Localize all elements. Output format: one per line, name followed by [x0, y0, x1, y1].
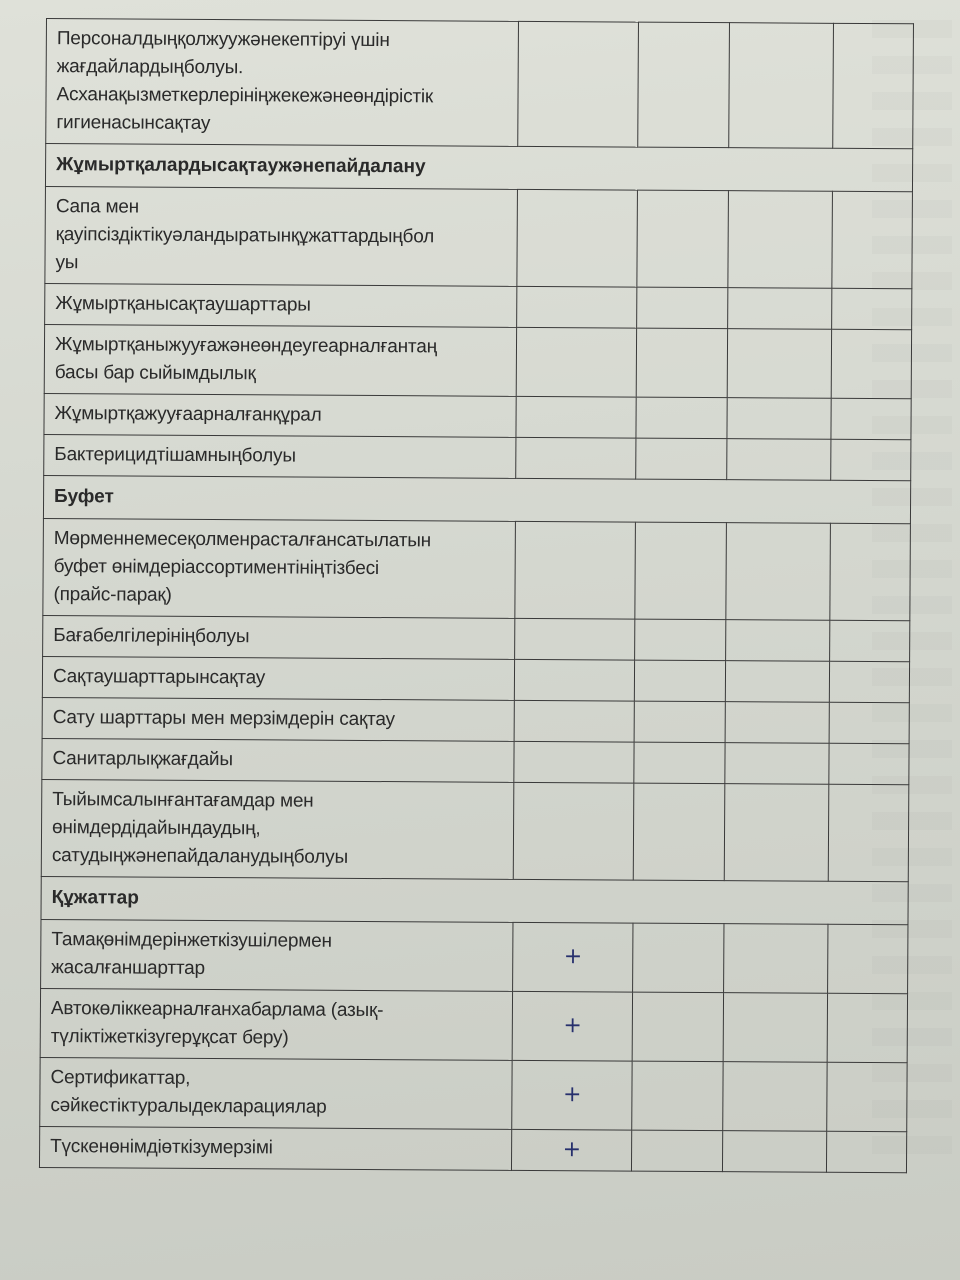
handwritten-plus-mark — [527, 417, 626, 418]
mark-cell[interactable] — [723, 924, 827, 994]
mark-cell[interactable] — [632, 1061, 723, 1131]
handwritten-plus-mark: + — [563, 944, 583, 970]
item-text-line: (прайс-парақ) — [53, 584, 172, 606]
mark-cell[interactable] — [632, 1130, 722, 1172]
checklist-item-text — [46, 19, 519, 147]
mark-cell[interactable] — [513, 782, 634, 880]
mark-cell[interactable] — [515, 521, 636, 619]
mark-cell[interactable] — [637, 190, 728, 288]
item-text-line: жасалғаншарттар — [51, 957, 205, 979]
mark-cell[interactable] — [728, 23, 833, 149]
item-text-line: сатудыңжәнепайдаланудыңболуы — [51, 845, 349, 868]
handwritten-plus-mark — [737, 418, 820, 419]
handwritten-plus-mark — [737, 363, 820, 364]
mark-cell[interactable] — [829, 661, 910, 702]
mark-cell[interactable] — [828, 784, 909, 881]
handwritten-plus-mark — [738, 308, 821, 309]
mark-cell[interactable] — [829, 702, 910, 743]
handwritten-plus-mark — [737, 459, 820, 460]
handwritten-plus-mark — [529, 84, 628, 85]
mark-cell[interactable] — [826, 1062, 907, 1131]
handwritten-plus-mark — [527, 458, 626, 459]
item-text-line: Санитарлықжағдайы — [52, 748, 233, 771]
item-text-line: Жұмыртқаныжууғажәнеөндеугеарналғантаң — [54, 334, 437, 358]
item-text-line: Бағабелгілерініңболуы — [53, 625, 250, 648]
checklist-item-text — [43, 518, 516, 618]
checklist-item-text — [44, 324, 517, 396]
section-header-row — [41, 876, 908, 924]
mark-cell[interactable] — [726, 439, 830, 481]
handwritten-plus-mark — [735, 763, 818, 764]
mark-cell[interactable] — [723, 993, 827, 1063]
mark-cell[interactable] — [512, 1129, 632, 1171]
mark-cell[interactable] — [724, 784, 829, 882]
handwritten-plus-mark — [733, 1151, 816, 1152]
mark-cell[interactable] — [725, 523, 830, 621]
mark-cell[interactable] — [512, 1060, 633, 1130]
handwritten-plus-mark — [736, 571, 819, 572]
handwritten-plus-mark — [524, 831, 623, 832]
section-title: Құжаттар — [41, 876, 908, 924]
item-text-line: Тамақөнімдерінжеткізушілермен — [51, 929, 332, 952]
handwritten-plus-mark — [735, 681, 818, 682]
mark-cell[interactable] — [830, 439, 911, 480]
mark-cell[interactable] — [635, 619, 725, 661]
item-text-line: сәйкестіктуралыдекларациялар — [50, 1095, 327, 1118]
handwritten-plus-mark — [526, 570, 625, 571]
mark-cell[interactable] — [637, 287, 727, 329]
item-text-line: түліктіжеткізугерұқсат беру) — [50, 1026, 289, 1049]
item-text-line: Жұмыртқанысақтаушарттары — [55, 293, 311, 316]
section-title: Буфет — [43, 475, 910, 523]
checklist-body — [39, 19, 913, 1173]
handwritten-plus-mark — [733, 1027, 816, 1028]
mark-cell[interactable] — [827, 993, 908, 1062]
section-header-row — [45, 144, 912, 192]
handwritten-plus-mark — [525, 762, 624, 763]
mark-cell[interactable] — [636, 397, 726, 439]
item-text-line: гигиенасынсақтау — [56, 112, 211, 135]
checklist-item-text — [44, 393, 516, 437]
mark-cell[interactable] — [726, 398, 830, 440]
checklist-item-text — [42, 697, 514, 741]
mark-cell[interactable] — [518, 21, 639, 147]
checklist-item-text — [41, 919, 514, 991]
handwritten-plus-mark — [734, 958, 817, 959]
mark-cell[interactable] — [636, 438, 726, 480]
mark-cell[interactable] — [722, 1062, 826, 1132]
checklist-row — [40, 1057, 907, 1131]
mark-cell[interactable] — [635, 660, 725, 702]
mark-cell[interactable] — [831, 288, 912, 329]
item-text-line: Жұмыртқажууғаарналғанқұрал — [54, 403, 322, 426]
mark-cell[interactable] — [513, 922, 634, 992]
mark-cell[interactable] — [634, 783, 725, 881]
mark-cell[interactable] — [515, 618, 635, 660]
mark-cell[interactable] — [831, 191, 912, 288]
mark-cell[interactable] — [638, 22, 729, 148]
handwritten-plus-mark: + — [562, 1082, 582, 1108]
mark-cell[interactable] — [633, 923, 724, 993]
checklist-item-text — [43, 615, 515, 659]
item-text-line: Мөрменнемесеқолменрасталғансатылатын — [53, 528, 432, 552]
mark-cell[interactable] — [516, 396, 636, 438]
item-text-line: басы бар сыйымдылық — [54, 362, 256, 385]
checklist-row — [39, 1126, 906, 1172]
checklist-item-text — [40, 1057, 513, 1129]
checklist-item-text — [42, 656, 514, 700]
checklist-row — [42, 656, 909, 702]
mark-cell[interactable] — [727, 288, 831, 330]
section-header-row — [43, 475, 910, 523]
mark-cell[interactable] — [725, 620, 829, 662]
checklist-row — [45, 283, 912, 329]
mark-cell[interactable] — [635, 522, 726, 620]
checklist-item-text — [45, 283, 517, 327]
item-text-line: уы — [55, 252, 79, 274]
checklist-item-text — [39, 1126, 511, 1170]
handwritten-plus-mark — [525, 680, 624, 681]
checklist-table — [39, 18, 914, 1173]
item-text-line: Автокөліккеарналғанхабарлама (азық- — [50, 998, 384, 1022]
mark-cell[interactable] — [722, 1131, 826, 1173]
handwritten-plus-mark — [736, 640, 819, 641]
item-text-line: қауіпсіздіктікуәландыратынқұжаттардыңбол — [55, 224, 435, 248]
checklist-row — [46, 19, 914, 149]
mark-cell[interactable] — [514, 700, 634, 742]
checklist-item-text — [40, 988, 513, 1060]
checklist-row — [43, 518, 911, 620]
mark-cell[interactable] — [832, 23, 913, 148]
checklist-row — [40, 988, 907, 1062]
mark-cell[interactable] — [515, 659, 635, 701]
mark-cell[interactable] — [516, 437, 636, 479]
checklist-row — [44, 393, 911, 439]
handwritten-plus-mark — [735, 722, 818, 723]
mark-cell[interactable] — [727, 191, 832, 289]
checklist-item-text — [42, 738, 514, 782]
item-text-line: Түскенөнімдіөткізумерзімі — [50, 1136, 273, 1159]
item-text-line: Асханақызметкерлерініңжекежәнеөндірістік — [56, 84, 434, 108]
mark-cell[interactable] — [827, 924, 908, 993]
handwritten-plus-mark — [739, 85, 822, 86]
mark-cell[interactable] — [634, 701, 724, 743]
item-text-line: Сапа мен — [55, 196, 140, 218]
checklist-row — [42, 738, 909, 784]
item-text-line: Сертификаттар, — [50, 1067, 191, 1089]
item-text-line: буфет өнімдеріассортиментініңтізбесі — [53, 556, 380, 580]
checklist-row — [43, 615, 910, 661]
mark-cell[interactable] — [512, 991, 633, 1061]
checklist-row — [44, 434, 911, 480]
handwritten-plus-mark — [527, 307, 626, 308]
section-title: Жұмыртқалардысақтаужәнепайдалану — [45, 144, 912, 192]
mark-cell[interactable] — [517, 286, 637, 328]
item-text-line: өнімдердідайындаудың, — [51, 817, 261, 840]
mark-cell[interactable] — [829, 620, 910, 661]
mark-cell[interactable] — [725, 661, 829, 703]
checklist-row — [41, 779, 909, 881]
handwritten-plus-mark: + — [562, 1137, 582, 1163]
mark-cell[interactable] — [724, 743, 828, 785]
item-text-line: жағдайлардыңболуы. — [56, 56, 244, 79]
item-text-line: Сақтаушарттарынсақтау — [52, 666, 266, 689]
item-text-line: Персоналдыңқолжуужәнекептіруі үшін — [56, 28, 390, 52]
mark-cell[interactable] — [828, 743, 909, 784]
checklist-item-text — [45, 186, 518, 286]
item-text-line: Сату шарттары мен мерзімдерін сақтау — [52, 707, 395, 731]
handwritten-plus-mark — [528, 238, 627, 239]
mark-cell[interactable] — [632, 992, 723, 1062]
checklist-item-text — [44, 434, 516, 478]
mark-cell[interactable] — [516, 327, 637, 397]
mark-cell[interactable] — [826, 1131, 907, 1172]
mark-cell[interactable] — [831, 398, 912, 439]
handwritten-plus-mark — [527, 362, 626, 363]
checklist-row — [45, 186, 913, 288]
handwritten-plus-mark — [525, 721, 624, 722]
checklist-row — [44, 324, 911, 398]
handwritten-plus-mark: + — [563, 1013, 582, 1039]
checklist-row — [42, 697, 909, 743]
mark-cell[interactable] — [634, 742, 724, 784]
handwritten-plus-mark — [738, 239, 821, 240]
checklist-item-text — [41, 779, 514, 879]
mark-cell[interactable] — [829, 523, 910, 620]
checklist-row — [41, 919, 908, 993]
handwritten-plus-mark — [735, 832, 818, 833]
item-text-line: Бактерицидтішамныңболуы — [54, 444, 296, 467]
handwritten-plus-mark — [733, 1096, 816, 1097]
mark-cell[interactable] — [831, 329, 912, 398]
item-text-line: Тыйымсалынғантағамдар мен — [52, 789, 314, 812]
mark-cell[interactable] — [725, 702, 829, 744]
handwritten-plus-mark — [525, 639, 624, 640]
mark-cell[interactable] — [517, 189, 638, 287]
mark-cell[interactable] — [727, 329, 831, 399]
mark-cell[interactable] — [637, 328, 728, 398]
mark-cell[interactable] — [514, 741, 634, 783]
